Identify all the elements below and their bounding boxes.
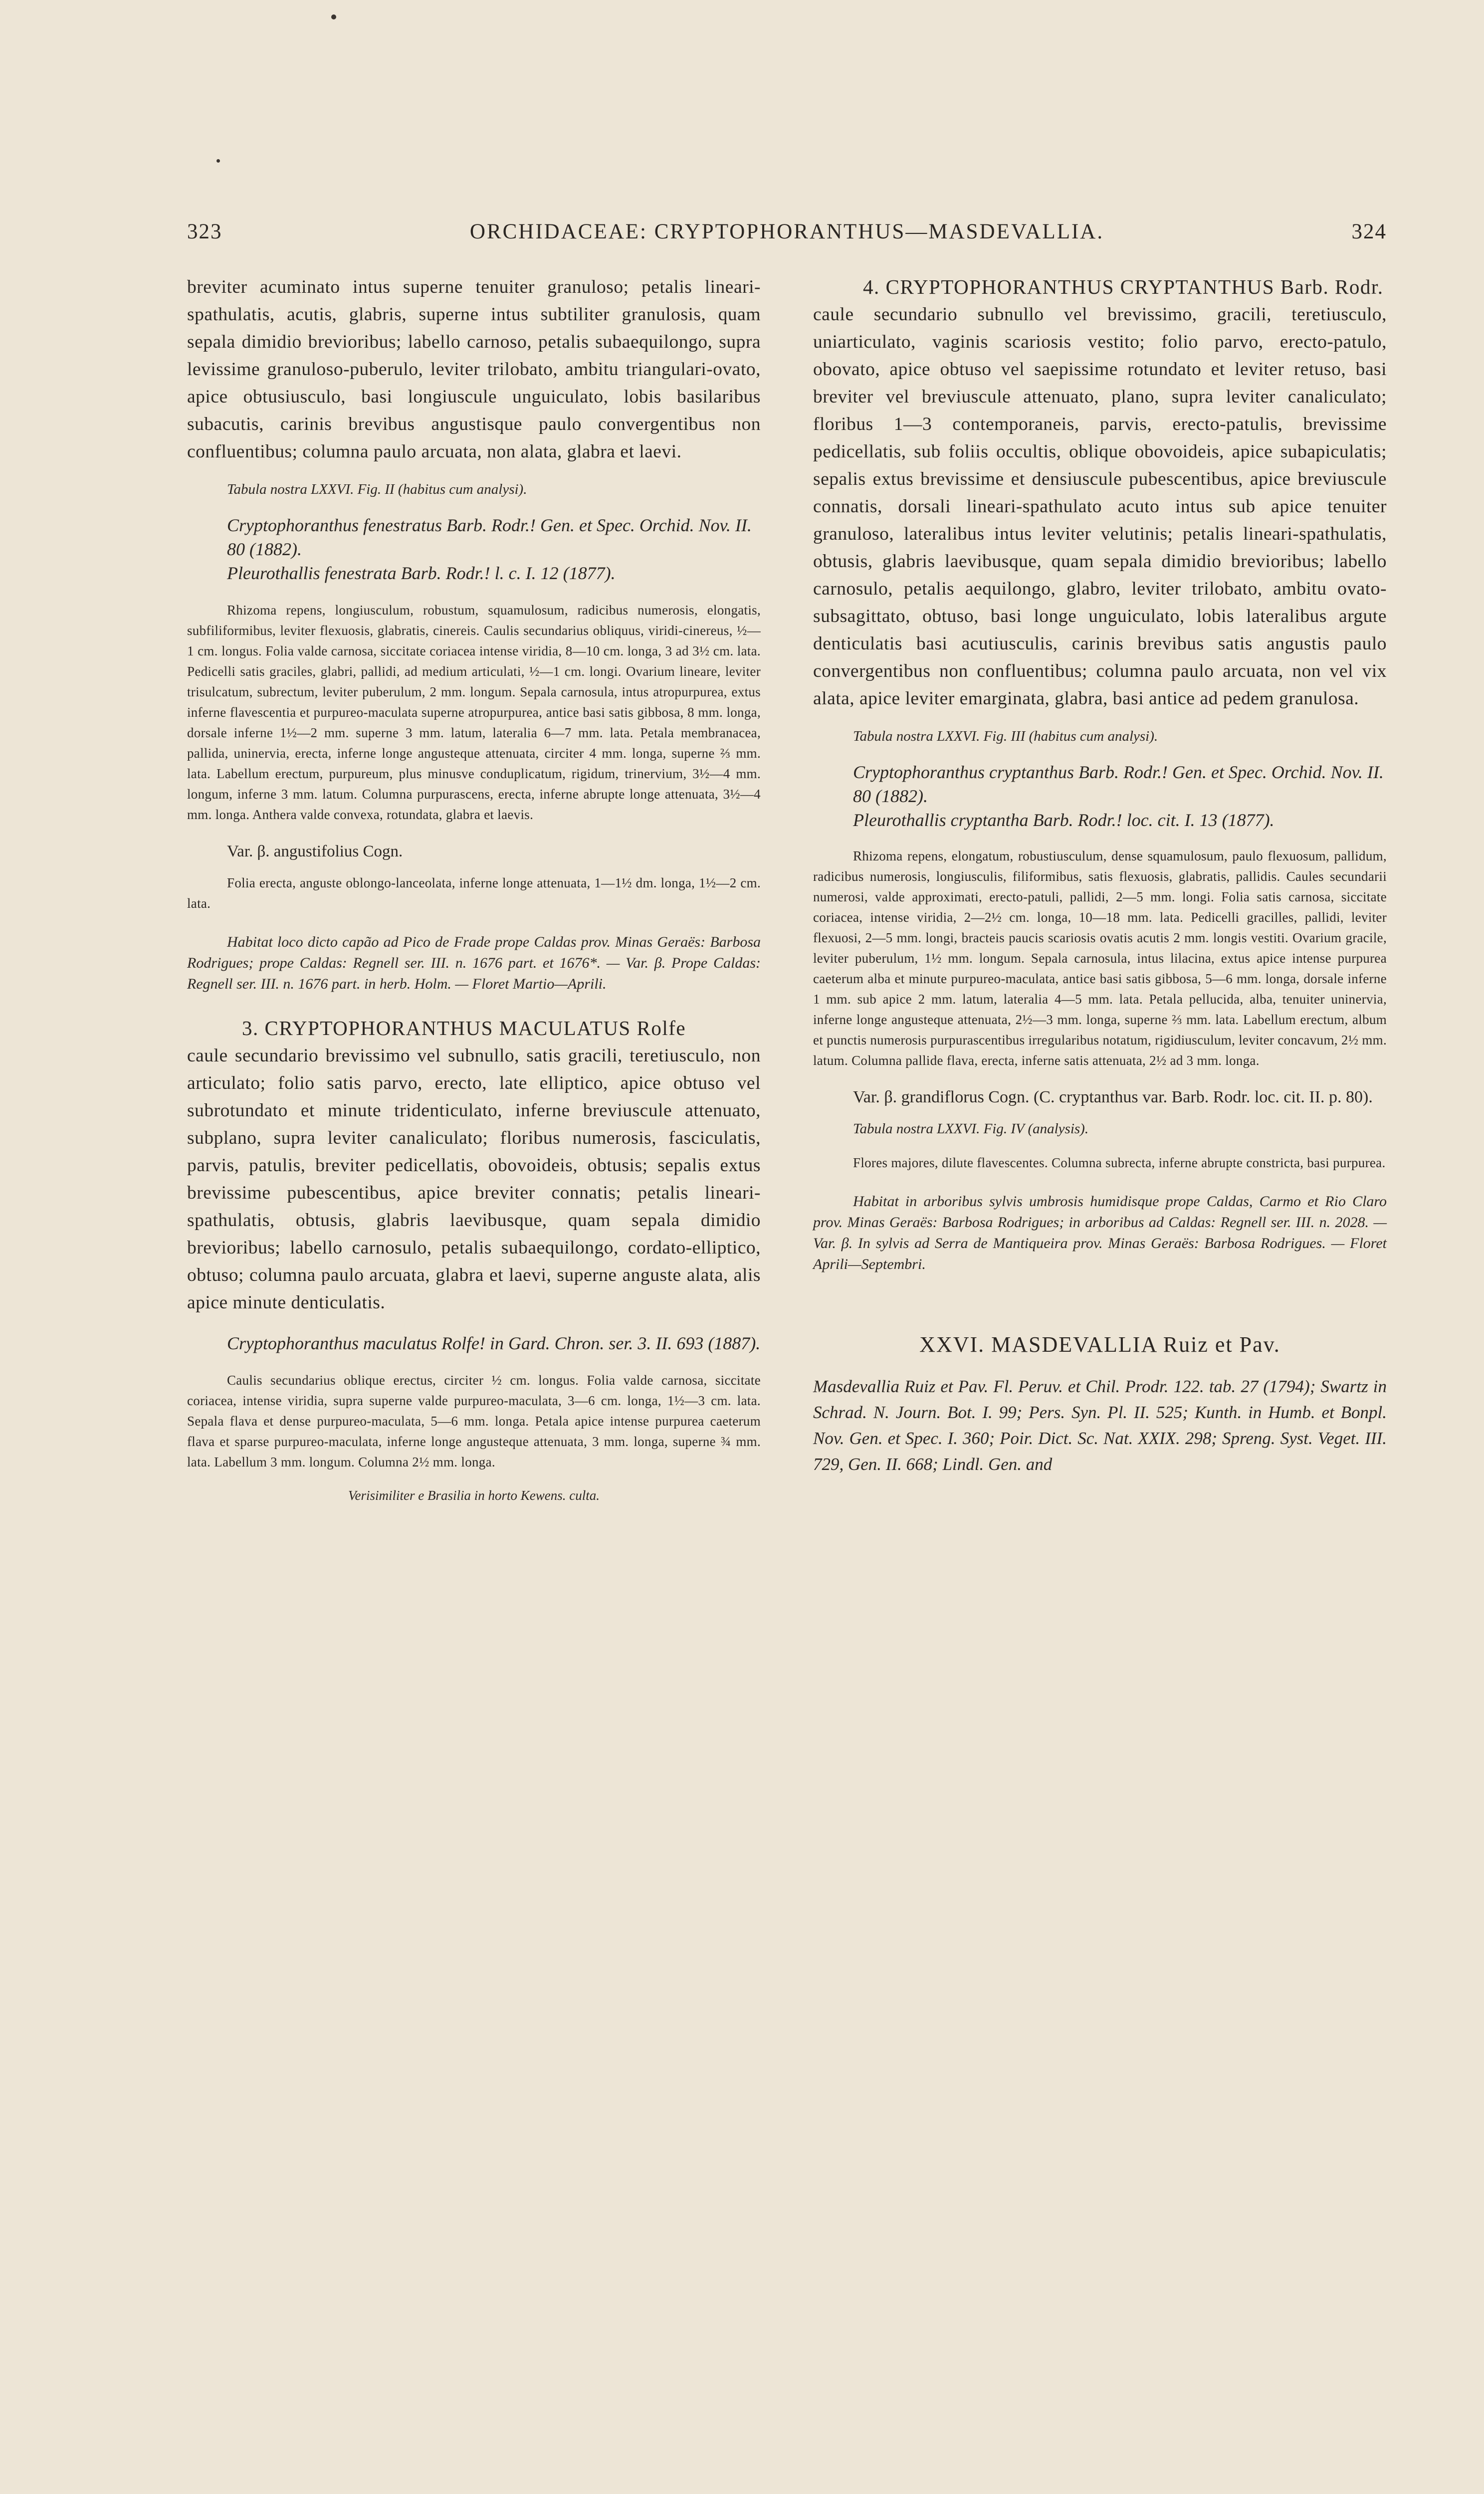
species-description: caule secundario subnullo vel brevissimo, gracili, teretiusculo, uniarticulato, vaginis scariosis vestito; folio parvo, erecto-patulo, obovato, apice obtuso vel saepissime rotundato et leviter retuso, basi breviter vel breviuscule attenuato, plano, supra leviter canaliculato; floribus 1—3 contemporaneis, parvis, erecto-patulis, brevissime pedicellatis, sub foliis occultis, oblique obovoideis, apice subapiculatis; sepalis extus brevissime et densiuscule pubescentibus, apice breviuscule connatis, dorsali lineari-spathulato acuto intus sub apice tenuiter granuloso, lateralibus intus leviter velutinis; petalis lineari-spathulatis, obtusis, glabris laevibusque, quam sepala dimidio brevioribus; labello carnosulo, petalis aequilongo, glabro, leviter trilobato, ambitu ovato-subsagittato, obtuso, basi longe unguiculato, lobis lateralibus argute denticulatis basi acutiusculis, carinis brevibus satis angustis paulo convergentibus non confluentibus; columna paulo arcuata, non vel vix alata, apice leviter emarginata, glabra, basi antice ad pedem granulosa.: [813, 304, 1387, 709]
species-heading: 3. CRYPTOPHORANTHUS MACULATUS Rolfe: [242, 1017, 686, 1039]
running-header: [187, 219, 1387, 249]
habitat-note: Habitat in arboribus sylvis umbrosis humidisque prope Caldas, Carmo et Rio Claro prov. Minas Geraës: Barbosa Rodrigues; in arboribus ad Caldas: Regnell ser. III. n. 2028. — Var. β. In sylvis ad Serra de Mantiqueira prov. Minas Geraës: Barbosa Rodrigues. — Floret Aprili—Septembri.: [813, 1193, 1387, 1272]
page-number-left: 323: [187, 220, 222, 243]
cultivation-note: Verisimiliter e Brasilia in horto Kewens. culta.: [348, 1488, 600, 1503]
plate-reference: Tabula nostra LXXVI. Fig. III (habitus cum analysi).: [853, 728, 1158, 744]
detailed-description: Caulis secundarius oblique erectus, circiter ½ cm. longus. Folia valde carnosa, siccitate coriacea, intense viridia, supra superne valde purpureo-maculata, 3—6 cm. longa, 1½—3 cm. lata. Sepala flava et dense purpureo-maculata, 5—6 mm. longa. Petala apice intense purpurea caeterum flava et sparse purpureo-maculata, inferne longe angusteque attenuata, 3 mm. longa, superne ¾ mm. lata. Labellum 3 mm. longum. Columna 2½ mm. longa.: [187, 1373, 761, 1469]
synonym-reference: Cryptophoranthus cryptanthus Barb. Rodr.! Gen. et Spec. Orchid. Nov. II. 80 (1882).: [853, 762, 1384, 806]
right-column: [813, 273, 1387, 1477]
page-speck: [331, 14, 336, 19]
variety-heading: Var. β. angustifolius Cogn.: [227, 842, 403, 860]
habitat-note: Habitat loco dicto capão ad Pico de Frade prope Caldas prov. Minas Geraës: Barbosa Rodrigues; prope Caldas: Regnell ser. III. n. 1676 part. et 1676*. — Var. β. Prope Caldas: Regnell ser. III. n. 1676 part. in herb. Holm. — Floret Martio—Aprili.: [187, 934, 761, 992]
left-column: [187, 273, 761, 1505]
page-speck: [216, 159, 220, 163]
species-2-description-end: breviter acuminato intus superne tenuiter granuloso; petalis lineari-spathulatis, acutis, glabris, superne intus subtiliter granulosis, quam sepala dimidio brevioribus; labello carnoso, petalis subaequilongo, supra levissime granuloso-puberulo, leviter trilobato, ambitu triangulari-ovato, apice obtusiusculo, basi longiuscule unguiculato, lobis basilaribus subacutis, carinis brevibus angustisque paulo convergentibus non confluentibus; columna paulo arcuata, non alata, glabra et laevi.: [187, 277, 761, 462]
species-heading: 4. CRYPTOPHORANTHUS CRYPTANTHUS Barb. Rodr.: [863, 275, 1384, 298]
genus-heading: XXVI. MASDEVALLIA Ruiz et Pav.: [919, 1332, 1280, 1357]
synonym-reference: Cryptophoranthus maculatus Rolfe! in Gard. Chron. ser. 3. II. 693 (1887).: [227, 1333, 761, 1353]
variety-heading: Var. β. grandiflorus Cogn. (C. cryptanthus var. Barb. Rodr. loc. cit. II. p. 80).: [853, 1088, 1373, 1106]
species-description: caule secundario brevissimo vel subnullo, satis gracili, teretiusculo, non articulato; folio satis parvo, erecto, late elliptico, apice obtuso vel subrotundato et minute tridenticulato, inferne breviuscule attenuato, subplano, supra leviter canaliculato; floribus numerosis, fasciculatis, parvis, patulis, breviter pedicellatis, obovoideis, obtusis; sepalis extus brevissime pubescentibus, apice breviter connatis; petalis lineari-spathulatis, obtusis, glabris laevibusque, quam sepala dimidio brevioribus; labello carnosulo, petalis subaequilongo, cordato-elliptico, obtuso; columna paulo arcuata, glabra et laevi, superne anguste alata, alis apice minute denticulatis.: [187, 1045, 761, 1313]
synonym-reference: Cryptophoranthus fenestratus Barb. Rodr.! Gen. et Spec. Orchid. Nov. II. 80 (1882).: [227, 515, 752, 559]
variety-description: Folia erecta, anguste oblongo-lanceolata, inferne longe attenuata, 1—1½ dm. longa, 1½—2 cm. lata.: [187, 875, 761, 911]
synonym-reference: Pleurothallis fenestrata Barb. Rodr.! l. c. I. 12 (1877).: [227, 563, 616, 583]
detailed-description: Rhizoma repens, elongatum, robustiusculum, dense squamulosum, paulo flexuosum, pallidum, radicibus numerosis, longiusculis, filiformibus, satis flexuosis, glabratis, pallidis. Caules secundarii numerosi, valde approximati, erecto-patuli, pallidi, 2—5 mm. longi. Folia satis carnosa, siccitate coriacea, intense viridia, 2—2½ cm. longa, 10—18 mm. lata. Pedicelli gracilles, pallidi, leviter flexuosi, 2—5 mm. longi, bracteis paucis scariosis ovatis acutis 2 mm. longis vestiti. Ovarium gracile, leviter puberulum, 1½ mm. longum. Sepala carnosula, intus lilacina, extus apice intense purpurea caeterum alba et minute purpureo-maculata, antice basi satis gibbosa, 5—6 mm. longa, dorsale inferne 1 mm. sub apice 2 mm. latum, lateralia 4—5 mm. lata. Petala pellucida, alba, tenuiter uninervia, inferne longe angusteque attenuata, 2½—3 mm. longa, superne ⅔ mm. lata. Labellum erectum, album et punctis numerosis purpurascentibus irregularibus notatum, rigidiusculum, leviter concavum, 2½ mm. latum. Columna pallide flava, erecta, inferne satis attenuata, 2½ ad 3 mm. longa.: [813, 848, 1387, 1068]
variety-description: Flores majores, dilute flavescentes. Columna subrecta, inferne abrupte constricta, basi purpurea.: [853, 1155, 1386, 1170]
page-number-right: 324: [1351, 220, 1387, 243]
running-title: ORCHIDACEAE: CRYPTOPHORANTHUS—MASDEVALLIA.: [469, 220, 1104, 243]
plate-reference: Tabula nostra LXXVI. Fig. IV (analysis).: [853, 1121, 1089, 1137]
synonym-reference: Pleurothallis cryptantha Barb. Rodr.! loc. cit. I. 13 (1877).: [853, 810, 1274, 830]
detailed-description: Rhizoma repens, longiusculum, robustum, squamulosum, radicibus numerosis, elongatis, subfiliformibus, leviter flexuosis, glabratis, cinereis. Caulis secundarius obliquus, viridi-cinereus, ½—1 cm. longus. Folia valde carnosa, siccitate coriacea intense viridia, 8—10 cm. longa, 3 ad 3½ cm. lata. Pedicelli satis graciles, glabri, pallidi, ad medium articulati, ½—1 cm. longi. Ovarium lineare, leviter trisulcatum, subrectum, leviter puberulum, 2 mm. longum. Sepala carnosula, intus atropurpurea, extus inferne flavescentia et purpureo-maculata superne atropurpurea, antice basi satis gibbosa, 8 mm. longa, dorsale inferne 1½—2 mm. superne 3 mm. latum, lateralia 6—7 mm. lata. Petala membranacea, pallida, uninervia, erecta, inferne longe angusteque attenuata, circiter 4 mm. longa, superne ⅔ mm. lata. Labellum erectum, purpureum, plus minusve conduplicatum, rigidum, trinervium, 3½—4 mm. longum, inferne 3 mm. latum. Columna purpurascens, erecta, inferne abrupte longe attenuata, 3½—4 mm. longa. Anthera valde convexa, rotundata, glabra et laevis.: [187, 603, 761, 822]
genus-literature-references: Masdevallia Ruiz et Pav. Fl. Peruv. et Chil. Prodr. 122. tab. 27 (1794); Swartz in Schrad. N. Journ. Bot. I. 99; Pers. Syn. Pl. II. 525; Kunth. in Humb. et Bonpl. Nov. Gen. et Spec. I. 360; Poir. Dict. Sc. Nat. XXIX. 298; Spreng. Syst. Veget. III. 729, Gen. II. 668; Lindl. Gen. and: [813, 1377, 1387, 1474]
plate-reference: Tabula nostra LXXVI. Fig. II (habitus cum analysi).: [227, 481, 527, 497]
